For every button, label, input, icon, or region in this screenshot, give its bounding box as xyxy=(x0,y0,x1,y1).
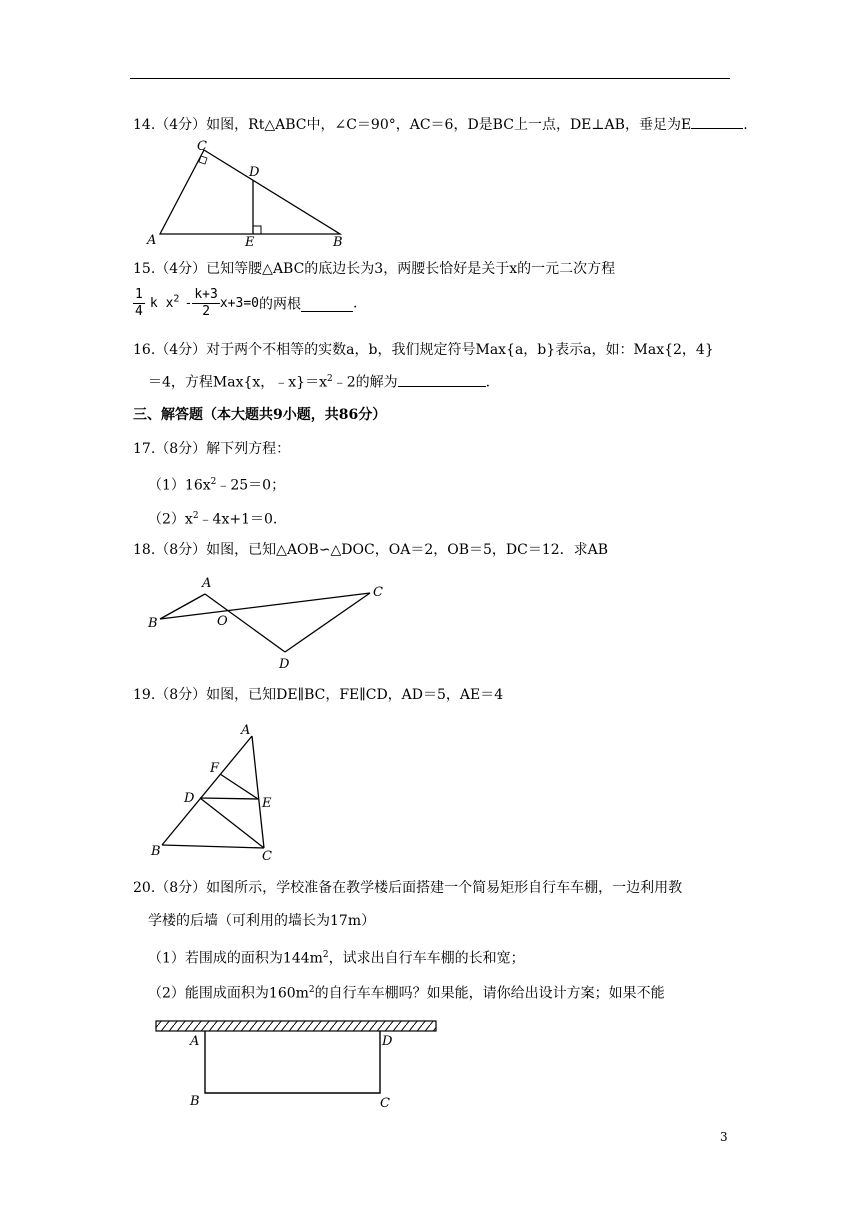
q14-end: . xyxy=(743,117,748,133)
q17-part2 xyxy=(148,506,277,530)
answer-blank xyxy=(691,113,743,129)
q20-part: 的自行车车棚吗？如果能，请你给出设计方案；如果不能 xyxy=(314,985,665,1002)
q20-line3 xyxy=(148,945,525,969)
q17-p1: ﹣25＝0； xyxy=(216,477,286,494)
q17-p2: ﹣4x+1＝0. xyxy=(198,511,278,528)
term: x+3=0 xyxy=(219,296,259,311)
label-D: D xyxy=(382,1034,393,1049)
q20-part: （2）能围成面积为160m xyxy=(148,985,309,1002)
q14-figure xyxy=(145,138,355,253)
answer-blank xyxy=(301,296,353,312)
label-B: B xyxy=(333,235,343,250)
q19-figure xyxy=(148,720,288,865)
page-number: 3 xyxy=(720,1130,728,1144)
label-C: C xyxy=(373,585,383,600)
label-B: B xyxy=(190,1094,200,1109)
q18-figure xyxy=(145,572,395,672)
exponent: 2 xyxy=(173,293,180,305)
fraction: $\frac{1}{4}$ xyxy=(135,287,143,319)
q20-part: （1）若围成的面积为144m xyxy=(148,950,323,967)
fraction: $\frac{k+3}{2}$ xyxy=(194,287,218,319)
q20-part: ，试求出自行车车棚的长和宽； xyxy=(328,950,525,967)
label-C: C xyxy=(262,849,272,864)
exponent: 2 xyxy=(210,477,217,487)
q14-stem: 14.（4分）如图，Rt△ABC中，∠C＝90°，AC＝6，D是BC上一点，DE⊥AB，垂足为E xyxy=(133,117,692,133)
q17-text: 17.（8分）解下列方程： xyxy=(133,441,291,457)
label-E: E xyxy=(245,235,255,250)
label-D: D xyxy=(249,165,260,180)
label-C: C xyxy=(197,139,207,154)
answer-blank xyxy=(398,371,486,387)
minus-sign: - xyxy=(184,296,193,311)
label-C: C xyxy=(380,1096,390,1111)
label-A: A xyxy=(241,723,251,738)
q17-p1: （1）16x xyxy=(148,477,211,494)
label-A: A xyxy=(190,1034,200,1049)
label-D: D xyxy=(184,791,195,806)
q18-text: 18.（8分）如图，已知△AOB∽△DOC，OA＝2，OB＝5，DC＝12．求AB xyxy=(133,542,609,558)
header-rule xyxy=(130,78,730,79)
label-A: A xyxy=(147,233,157,248)
section-heading: 三、解答题（本大题共9小题，共86分） xyxy=(133,407,387,423)
q17-p2: （2）x xyxy=(148,511,193,528)
exponent: 2 xyxy=(322,950,329,960)
q15-formula xyxy=(133,287,357,331)
q14-text xyxy=(133,113,748,135)
q20-figure xyxy=(150,1015,450,1115)
q15-text: 15.（4分）已知等腰△ABC的底边长为3，两腰长恰好是关于x的一元二次方程 xyxy=(133,261,616,277)
q16-part: ＝4，方程Max{x，﹣x}＝x xyxy=(148,374,327,391)
q17-part1 xyxy=(148,472,285,496)
q16-text: 16.（4分）对于两个不相等的实数a，b，我们规定符号Max{a，b}表示a，如：Max{2，4} xyxy=(133,342,714,358)
exponent: 2 xyxy=(327,374,333,384)
q16-end: . xyxy=(485,374,491,391)
q15-text2: 的两根 xyxy=(258,296,301,313)
exponent: 2 xyxy=(192,511,199,521)
label-A: A xyxy=(202,576,212,591)
q20-line4 xyxy=(148,980,665,1004)
exponent: 2 xyxy=(308,985,315,995)
label-D: D xyxy=(279,657,290,672)
label-O: O xyxy=(217,614,228,629)
label-B: B xyxy=(148,616,158,631)
q16-text2 xyxy=(148,369,490,393)
wall xyxy=(156,1021,436,1031)
q20-line1: 20.（8分）如图所示，学校准备在教学楼后面搭建一个简易矩形自行车车棚，一边利用教 xyxy=(133,880,683,896)
label-B: B xyxy=(151,844,161,859)
term: k x xyxy=(149,296,174,311)
q15-end: . xyxy=(352,295,358,312)
q20-line2: 学楼的后墙（可利用的墙长为17m） xyxy=(148,913,376,929)
q16-part: ﹣2的解为 xyxy=(332,374,398,391)
label-F: F xyxy=(210,761,220,776)
q19-text: 19.（8分）如图，已知DE∥BC，FE∥CD，AD＝5，AE＝4 xyxy=(133,687,504,703)
label-E: E xyxy=(262,796,272,811)
